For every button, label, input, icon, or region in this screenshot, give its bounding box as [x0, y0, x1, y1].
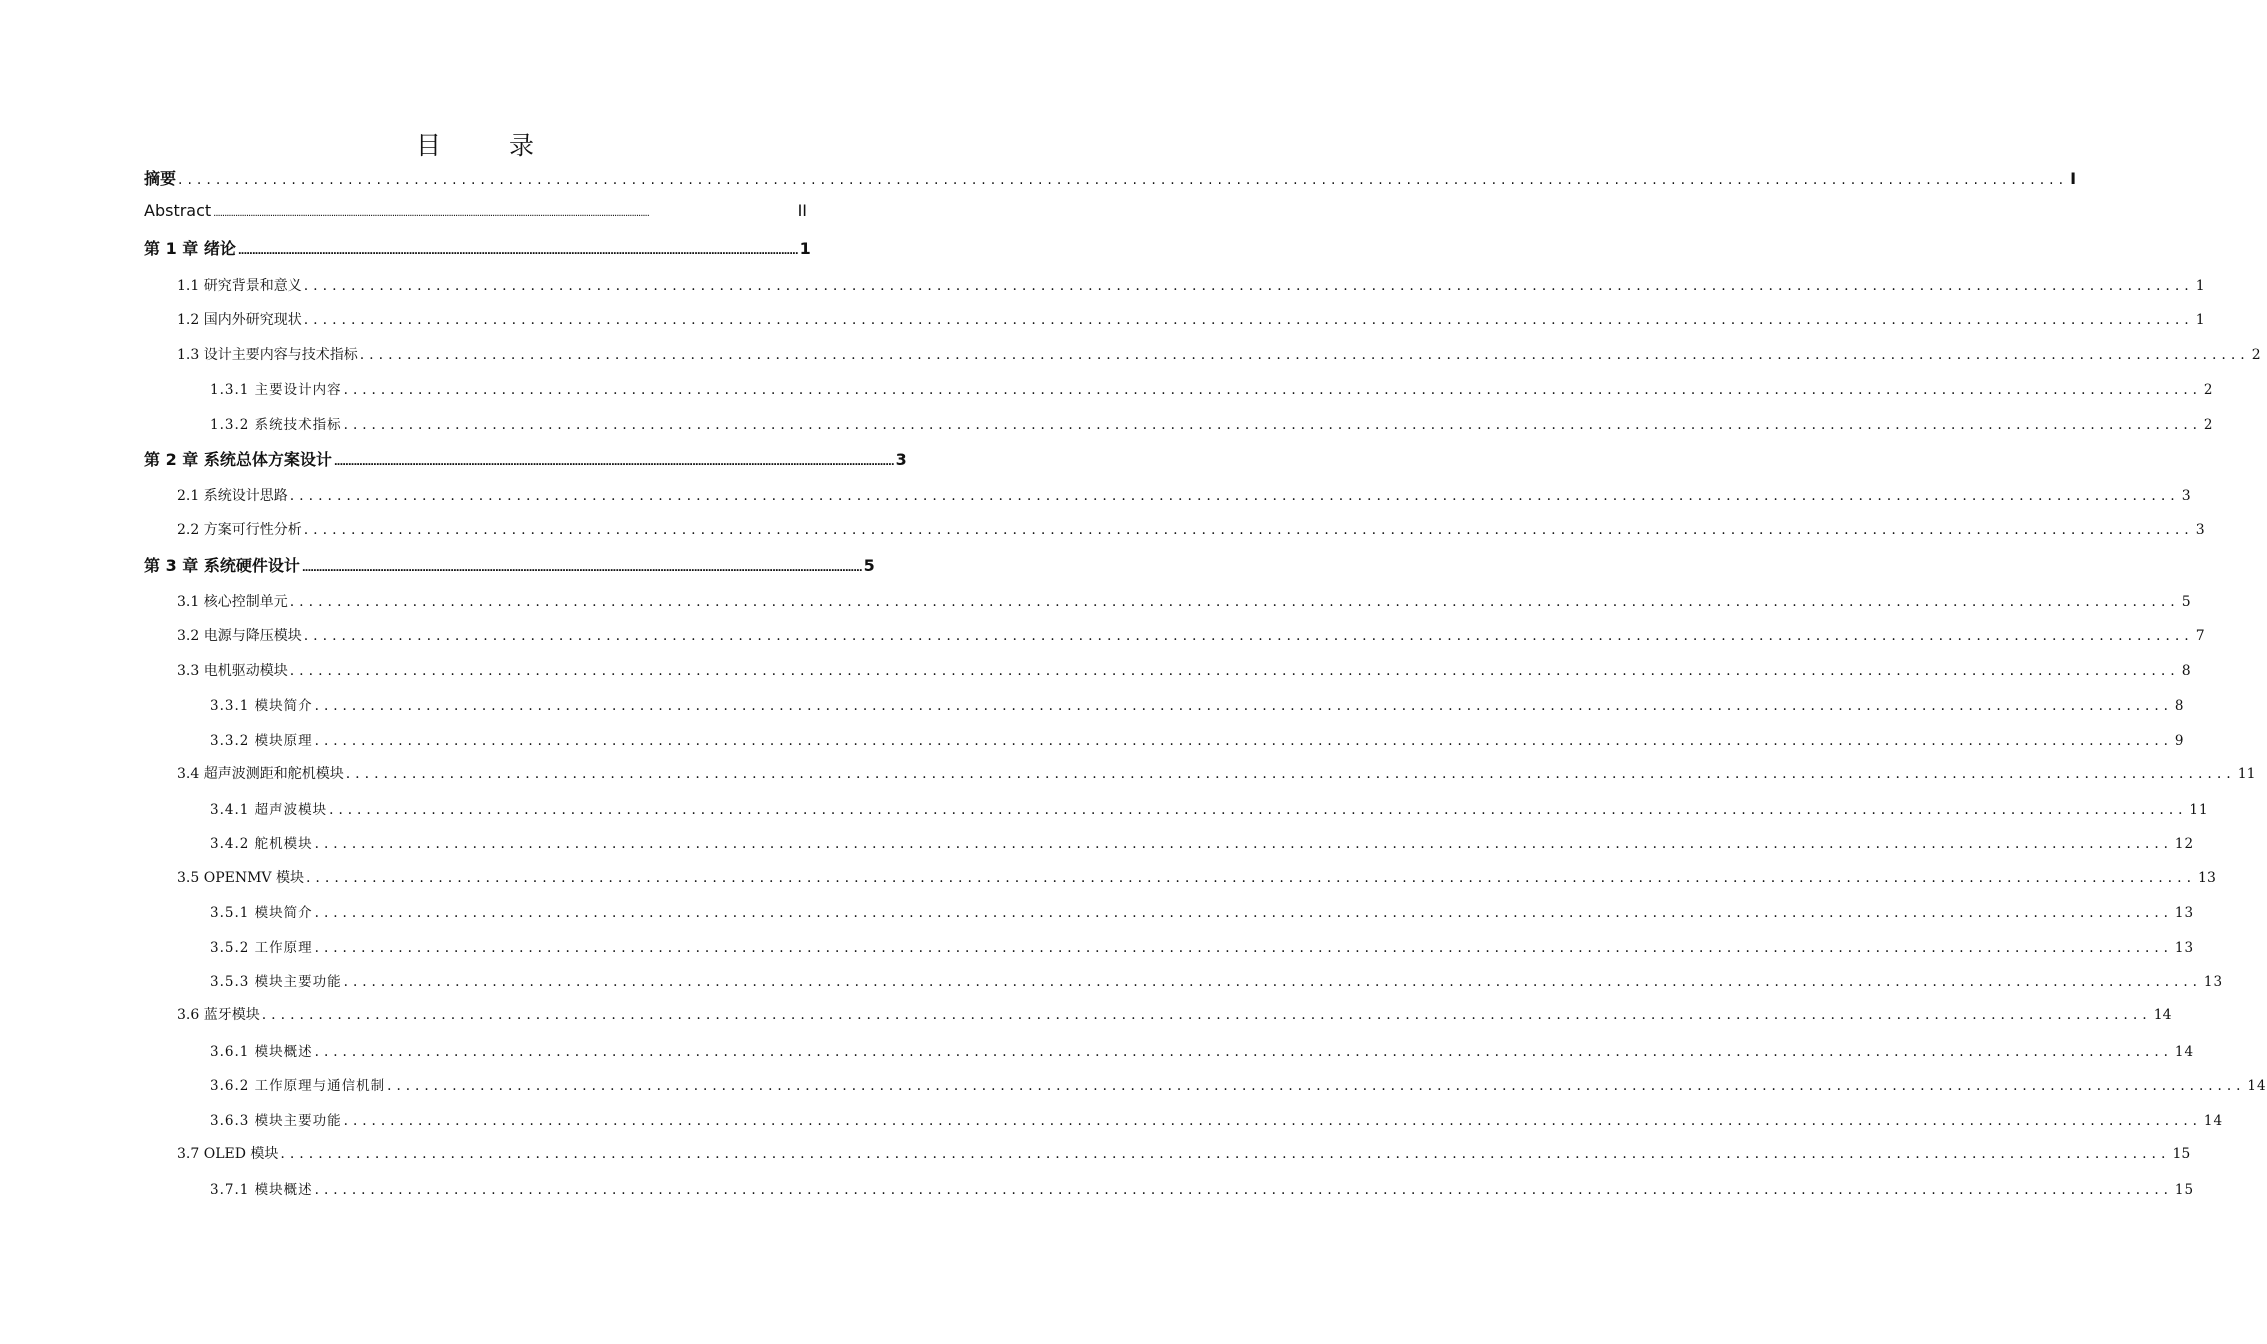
- toc-entry-page: 2: [2203, 417, 2214, 433]
- toc-entry-label: 第 1 章 绪论: [144, 239, 236, 258]
- toc-entry[interactable]: [177, 591, 2191, 621]
- toc-entry-page: II: [797, 201, 807, 220]
- toc-entry-page: 1: [799, 239, 811, 258]
- toc-entry[interactable]: [144, 166, 2077, 196]
- toc-entry-page: 13: [2203, 974, 2224, 990]
- toc-entry-page: 5: [863, 556, 875, 575]
- toc-entry[interactable]: [210, 970, 2224, 1000]
- toc-entry[interactable]: [210, 378, 2214, 408]
- toc-entry-label: 1.3 设计主要内容与技术指标: [177, 347, 358, 363]
- toc-entry[interactable]: [177, 625, 2205, 655]
- toc-entry[interactable]: [177, 275, 2205, 305]
- toc-entry-page: 15: [2172, 1146, 2191, 1162]
- toc-entry[interactable]: [177, 763, 2256, 793]
- toc-leader-dots: ........................................................................................................................................................................................................: [303, 522, 2194, 538]
- toc-entry-page: 3: [2181, 488, 2191, 504]
- toc-leader-dots: ........................................................................................................................................................................................................: [213, 208, 649, 219]
- toc-entry-page: 14: [2174, 1044, 2195, 1060]
- toc-entry-page: 14: [2153, 1007, 2172, 1023]
- toc-entry[interactable]: [177, 519, 2205, 549]
- toc-entry-label: 3.3 电机驱动模块: [177, 663, 288, 679]
- toc-entry-label: 1.3.2 系统技术指标: [210, 417, 342, 433]
- toc-leader-dots: ........................................................................................................................................................................................................: [261, 1007, 2152, 1023]
- toc-entry-label: 3.3.1 模块简介: [210, 698, 313, 714]
- toc-entry-page: 11: [2189, 802, 2209, 818]
- toc-leader-dots: ........................................................................................................................................................................................................: [343, 974, 2202, 990]
- toc-entry-page: 14: [2247, 1078, 2267, 1094]
- toc-entry[interactable]: [177, 485, 2191, 515]
- toc-leader-dots: ........................................................................................................................................................................................................: [178, 172, 2069, 188]
- toc-entry[interactable]: [210, 798, 2209, 828]
- toc-entry-label: 3.4 超声波测距和舵机模块: [177, 766, 344, 782]
- toc-entry-page: 2: [2203, 382, 2214, 398]
- toc-leader-dots: ........................................................................................................................................................................................................: [305, 870, 2197, 886]
- toc-leader-dots: ........................................................................................................................................................................................................: [303, 278, 2194, 294]
- toc-entry[interactable]: [144, 553, 875, 583]
- toc-entry-page: 1: [2195, 278, 2205, 294]
- toc-entry-page: 3: [2195, 522, 2205, 538]
- toc-leader-dots: ........................................................................................................................................................................................................: [345, 766, 2236, 782]
- toc-entry[interactable]: [177, 1004, 2172, 1034]
- toc-entry-label: 2.1 系统设计思路: [177, 488, 288, 504]
- toc-leader-dots: ........................................................................................................................................................................................................: [314, 698, 2173, 714]
- toc-entry-page: 12: [2174, 836, 2195, 852]
- toc-entry-page: 9: [2174, 733, 2185, 749]
- toc-entry[interactable]: [210, 936, 2195, 966]
- toc-entry-label: 1.1 研究背景和意义: [177, 278, 302, 294]
- toc-leader-dots: ........................................................................................................................................................................................................: [301, 563, 862, 574]
- toc-entry[interactable]: [177, 867, 2216, 897]
- toc-entry-label: 3.6.2 工作原理与通信机制: [210, 1078, 386, 1094]
- toc-leader-dots: ........................................................................................................................................................................................................: [333, 457, 894, 468]
- toc-entry-page: 3: [895, 450, 907, 469]
- toc-entry-label: 3.2 电源与降压模块: [177, 628, 302, 644]
- toc-leader-dots: ........................................................................................................................................................................................................: [289, 488, 2180, 504]
- toc-entry-page: I: [2070, 169, 2077, 188]
- toc-entry-label: 3.6.1 模块概述: [210, 1044, 313, 1060]
- toc-leader-dots: ........................................................................................................................................................................................................: [314, 836, 2173, 852]
- toc-entry-label: 3.5.3 模块主要功能: [210, 974, 342, 990]
- toc-entry-label: 3.7.1 模块概述: [210, 1182, 313, 1198]
- toc-entry-label: 2.2 方案可行性分析: [177, 522, 302, 538]
- toc-leader-dots: ........................................................................................................................................................................................................: [343, 1113, 2202, 1129]
- toc-leader-dots: ........................................................................................................................................................................................................: [359, 347, 2250, 363]
- toc-leader-dots: ........................................................................................................................................................................................................: [303, 312, 2194, 328]
- toc-entry-page: 8: [2174, 698, 2185, 714]
- toc-entry-page: 5: [2181, 594, 2191, 610]
- toc-leader-dots: ........................................................................................................................................................................................................: [314, 733, 2173, 749]
- toc-entry-label: Abstract: [144, 201, 212, 220]
- toc-entry-page: 13: [2198, 870, 2216, 886]
- toc-entry[interactable]: [210, 413, 2214, 443]
- toc-leader-dots: ........................................................................................................................................................................................................: [314, 1182, 2173, 1198]
- toc-leader-dots: ........................................................................................................................................................................................................: [314, 905, 2173, 921]
- toc-entry-label: 摘要: [144, 169, 177, 188]
- toc-entry-page: 13: [2174, 905, 2195, 921]
- toc-entry-label: 3.5.1 模块简介: [210, 905, 313, 921]
- toc-leader-dots: ........................................................................................................................................................................................................: [289, 663, 2180, 679]
- toc-entry[interactable]: [177, 344, 2261, 374]
- toc-entry-label: 3.1 核心控制单元: [177, 594, 288, 610]
- toc-entry-label: 第 3 章 系统硬件设计: [144, 556, 300, 575]
- toc-entry-label: 1.3.1 主要设计内容: [210, 382, 342, 398]
- toc-leader-dots: ........................................................................................................................................................................................................: [303, 628, 2194, 644]
- toc-entry-label: 3.5.2 工作原理: [210, 940, 313, 956]
- toc-entry[interactable]: [210, 1178, 2195, 1208]
- toc-entry[interactable]: [144, 201, 807, 231]
- toc-leader-dots: ........................................................................................................................................................................................................: [343, 382, 2202, 398]
- toc-entry-page: 7: [2195, 628, 2205, 644]
- toc-entry-label: 1.2 国内外研究现状: [177, 312, 302, 328]
- toc-entry-page: 2: [2251, 347, 2261, 363]
- toc-entry-label: 3.7 OLED 模块: [177, 1146, 279, 1162]
- toc-entry-page: 11: [2237, 766, 2256, 782]
- toc-entry-label: 3.5 OPENMV 模块: [177, 870, 304, 886]
- toc-entry[interactable]: [210, 901, 2195, 931]
- toc-entry[interactable]: [144, 447, 907, 477]
- toc-entry[interactable]: [177, 1143, 2191, 1173]
- toc-title: 目 录: [416, 131, 564, 160]
- toc-entry-label: 3.6.3 模块主要功能: [210, 1113, 342, 1129]
- toc-entry[interactable]: [210, 832, 2195, 862]
- toc-leader-dots: ........................................................................................................................................................................................................: [343, 417, 2202, 433]
- toc-entry-label: 3.6 蓝牙模块: [177, 1007, 260, 1023]
- toc-entry[interactable]: [210, 729, 2185, 759]
- toc-entry-label: 第 2 章 系统总体方案设计: [144, 450, 332, 469]
- toc-leader-dots: ........................................................................................................................................................................................................: [314, 1044, 2173, 1060]
- toc-entry[interactable]: [210, 1074, 2267, 1104]
- toc-entry[interactable]: [210, 1109, 2224, 1139]
- toc-entry-label: 3.4.1 超声波模块: [210, 802, 328, 818]
- toc-entry-page: 14: [2203, 1113, 2224, 1129]
- toc-entry-label: 3.4.2 舵机模块: [210, 836, 313, 852]
- toc-entry-page: 13: [2174, 940, 2195, 956]
- toc-entry[interactable]: [210, 1040, 2195, 1070]
- toc-leader-dots: ........................................................................................................................................................................................................: [314, 940, 2173, 956]
- toc-entry-label: 3.3.2 模块原理: [210, 733, 313, 749]
- toc-entry[interactable]: [177, 309, 2205, 339]
- toc-entry-page: 15: [2174, 1182, 2195, 1198]
- toc-entry[interactable]: [144, 236, 811, 266]
- toc-leader-dots: ........................................................................................................................................................................................................: [237, 246, 798, 257]
- toc-entry-page: 1: [2195, 312, 2205, 328]
- toc-entry[interactable]: [210, 694, 2185, 724]
- toc-entry[interactable]: [177, 660, 2191, 690]
- toc-leader-dots: ........................................................................................................................................................................................................: [289, 594, 2180, 610]
- toc-leader-dots: ........................................................................................................................................................................................................: [329, 802, 2188, 818]
- toc-entry-page: 8: [2181, 663, 2191, 679]
- toc-leader-dots: ........................................................................................................................................................................................................: [387, 1078, 2246, 1094]
- toc-leader-dots: ........................................................................................................................................................................................................: [280, 1146, 2171, 1162]
